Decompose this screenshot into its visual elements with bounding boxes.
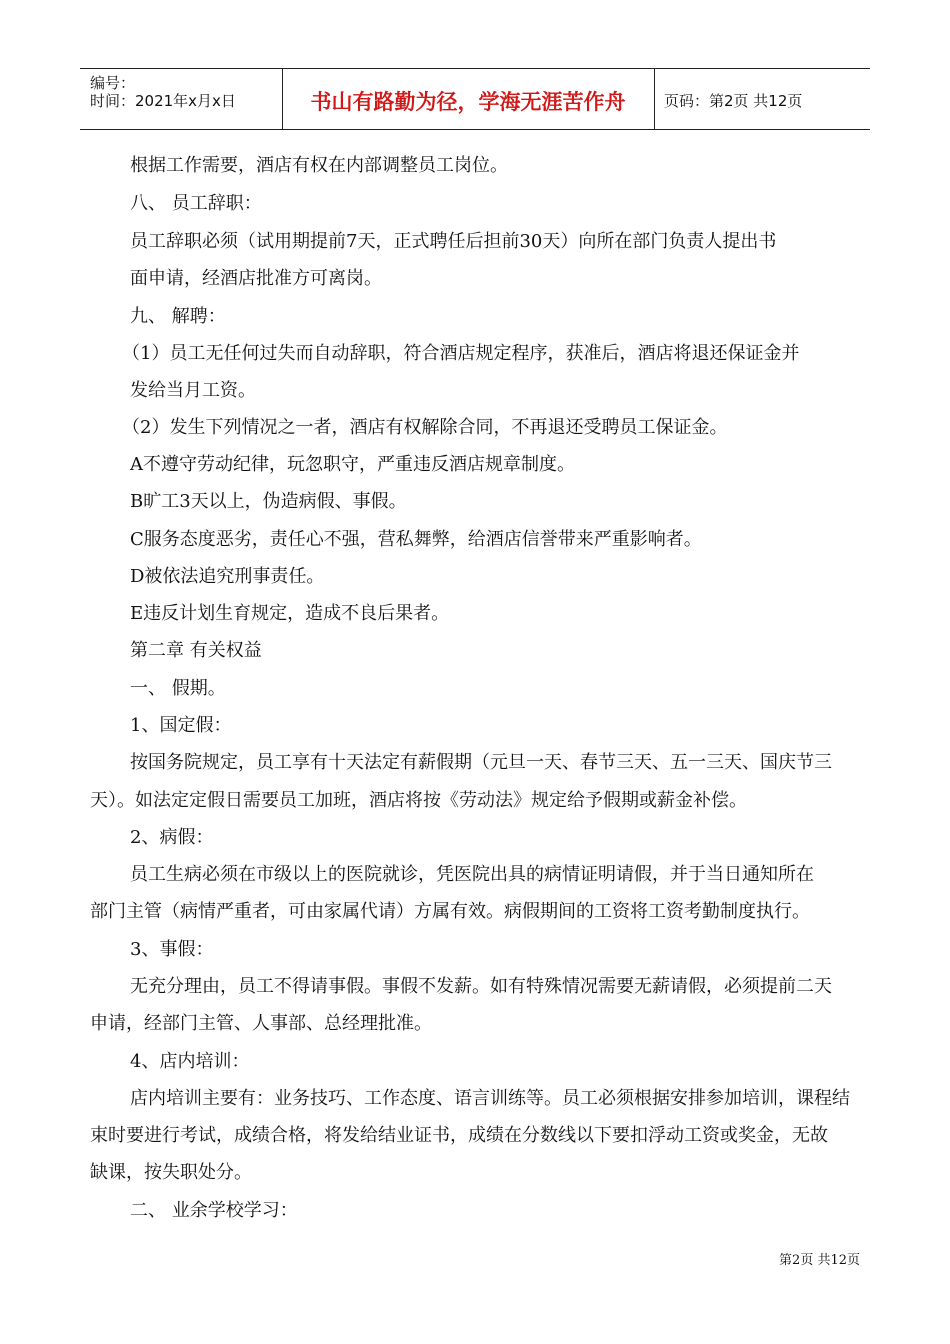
section-heading: 二、 业余学校学习：: [130, 1200, 298, 1221]
body-line: （1）员工无任何过失而自动辞职，符合酒店规定程序，获准后，酒店将退还保证金并: [122, 343, 800, 364]
document-date-label: 时间：2021年x月x日: [90, 92, 236, 110]
body-line: 申请，经部门主管、人事部、总经理批准。: [90, 1013, 432, 1034]
header-motto-cell: [282, 69, 655, 129]
body-line: 员工生病必须在市级以上的医院就诊，凭医院出具的病情证明请假，并于当日通知所在: [130, 864, 814, 885]
subsection-heading: 2、病假：: [130, 827, 214, 848]
subsection-heading: 3、事假：: [130, 939, 214, 960]
list-item: B旷工3天以上，伪造病假、事假。: [130, 491, 407, 512]
list-item: C服务态度恶劣，责任心不强，营私舞弊，给酒店信誉带来严重影响者。: [130, 529, 702, 550]
list-item: A不遵守劳动纪律，玩忽职守，严重违反酒店规章制度。: [130, 454, 575, 475]
header-meta-cell: [80, 69, 283, 129]
body-line: 员工辞职必须（试用期提前7天，正式聘任后担前30天）向所在部门负责人提出书: [130, 231, 777, 252]
section-heading: 八、 员工辞职：: [130, 193, 262, 214]
header-page-info: 页码：第2页 共12页: [664, 92, 803, 110]
body-line: 无充分理由，员工不得请事假。事假不发薪。如有特殊情况需要无薪请假，必须提前二天: [130, 976, 832, 997]
body-line: 缺课，按失职处分。: [90, 1162, 252, 1183]
body-line: 根据工作需要，酒店有权在内部调整员工岗位。: [130, 155, 508, 176]
body-line: （2）发生下列情况之一者，酒店有权解除合同，不再退还受聘员工保证金。: [122, 417, 728, 438]
body-line: 发给当月工资。: [130, 380, 256, 401]
body-line: 店内培训主要有：业务技巧、工作态度、语言训练等。员工必须根据安排参加培训，课程结: [130, 1088, 850, 1109]
body-line: 天）。如法定定假日需要员工加班，酒店将按《劳动法》规定给予假期或薪金补偿。: [90, 790, 747, 811]
body-line: 束时要进行考试，成绩合格，将发给结业证书，成绩在分数线以下要扣浮动工资或奖金，无故: [90, 1125, 828, 1146]
list-item: E违反计划生育规定，造成不良后果者。: [130, 603, 450, 624]
header-motto: 书山有路勤为径，学海无涯苦作舟: [310, 89, 626, 114]
body-line: 按国务院规定，员工享有十天法定有薪假期（元旦一天、春节三天、五一三天、国庆节三: [130, 752, 832, 773]
page-header: [80, 68, 870, 130]
chapter-heading: 第二章 有关权益: [130, 640, 262, 661]
document-number-label: 编号：: [90, 74, 136, 92]
header-page-cell: [655, 69, 870, 129]
subsection-heading: 4、店内培训：: [130, 1051, 250, 1072]
section-heading: 一、 假期。: [130, 678, 226, 699]
body-line: 面申请，经酒店批准方可离岗。: [130, 268, 382, 289]
list-item: D被依法追究刑事责任。: [130, 566, 325, 587]
subsection-heading: 1、国定假：: [130, 715, 232, 736]
body-line: 部门主管（病情严重者，可由家属代请）方属有效。病假期间的工资将工资考勤制度执行。: [90, 901, 810, 922]
page-footer: 第2页 共12页: [779, 1253, 860, 1268]
section-heading: 九、 解聘：: [130, 306, 226, 327]
